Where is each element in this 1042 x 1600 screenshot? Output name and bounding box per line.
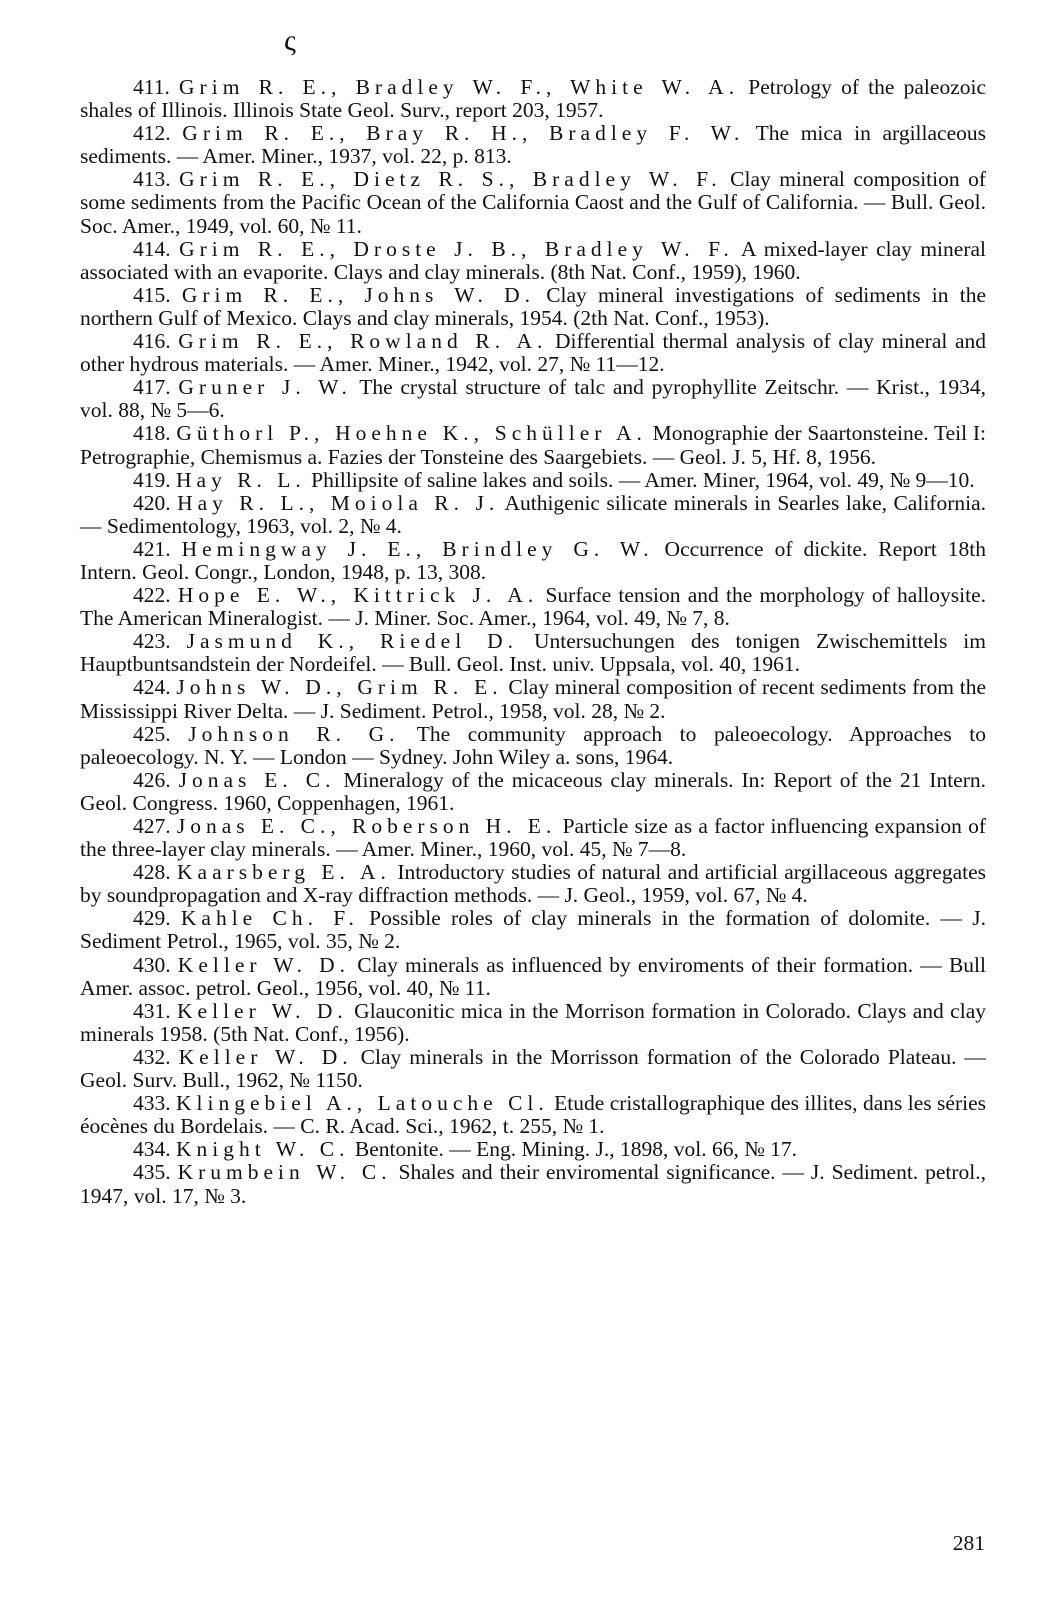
- reference-text: Clay mineral composition of some sediments from the Pacific Ocean of the California Caost and the Gulf of California. — Bull. Geol. Soc. Amer., 1949, vol. 60, № 11.: [80, 167, 986, 238]
- reference-number: 432.: [133, 1044, 171, 1069]
- reference-entry: [80, 1138, 986, 1161]
- reference-number: 421.: [133, 536, 171, 561]
- reference-entry: [80, 376, 986, 422]
- reference-number: 426.: [133, 767, 171, 792]
- reference-text: The crystal structure of talc and pyrophyllite Zeitschr. — Krist., 1934, vol. 88, № 5—6.: [80, 375, 987, 423]
- reference-entry: [80, 538, 986, 584]
- reference-number: 417.: [133, 375, 171, 400]
- reference-number: 433.: [133, 1091, 171, 1116]
- reference-authors: Krumbein W. C.: [177, 1160, 392, 1185]
- reference-entry: [80, 630, 986, 676]
- reference-authors: Keller W. D.: [177, 998, 348, 1023]
- reference-text: Occurrence of dickite. Report 18th Intern. Geol. Congr., London, 1948, p. 13, 308.: [80, 536, 986, 584]
- reference-entry: [80, 238, 986, 284]
- reference-number: 422.: [133, 583, 171, 608]
- reference-authors: Grim R. E., Dietz R. S., Bradley W. F.: [179, 167, 722, 192]
- reference-authors: Klingebiel A., Latouche Cl.: [176, 1091, 549, 1116]
- reference-authors: Grim R. E., Bradley W. F., White W. A.: [179, 75, 740, 99]
- reference-text: Phillipsite of saline lakes and soils. — Amer. Miner, 1964, vol. 49, № 9—10.: [305, 467, 975, 492]
- reference-text: The community approach to paleoecology. Approaches to paleoecology. N. Y. — London — Sydney. John Wiley a. sons, 1964.: [80, 721, 986, 769]
- reference-text: Mineralogy of the micaceous clay minerals. In: Report of the 21 Intern. Geol. Congress. 1960, Coppenhagen, 1961.: [80, 767, 987, 815]
- reference-number: 425.: [133, 721, 171, 746]
- reference-number: 423.: [133, 629, 171, 654]
- reference-authors: Jasmund K., Riedel D.: [186, 629, 519, 654]
- reference-text: A mixed-layer clay mineral associated with an evaporite. Clays and clay minerals. (8th Nat. Conf., 1959), 1960.: [80, 236, 987, 284]
- reference-authors: Güthorl P., Hoehne K., Schüller A.: [176, 421, 647, 446]
- reference-entry: [80, 492, 986, 538]
- reference-number: 414.: [133, 236, 171, 261]
- reference-text: Monographie der Saartonsteine. Teil I: Petrographie, Chemismus a. Fazies der Tonsteine des Saargebiets. — Geol. J. 5, Hf. 8, 1956.: [80, 421, 987, 469]
- reference-number: 418.: [133, 421, 171, 446]
- reference-authors: Gruner J. W.: [178, 375, 352, 400]
- reference-number: 434.: [133, 1137, 171, 1162]
- reference-text: Untersuchungen des tonigen Zwischemittels im Hauptbuntsandstein der Nordeifel. — Bull. Geol. Inst. univ. Uppsala, vol. 40, 1961.: [80, 629, 986, 677]
- reference-entry: [80, 1000, 986, 1046]
- reference-authors: Kaarsberg E. A.: [177, 860, 391, 885]
- reference-number: 431.: [133, 998, 171, 1023]
- reference-number: 430.: [133, 952, 171, 977]
- reference-authors: Keller W. D.: [178, 1044, 353, 1069]
- page-number: 281: [952, 1531, 985, 1555]
- reference-text: Etude cristallographique des illites, dans les séries éocènes du Bordelais. — C. R. Acad. Sci., 1962, t. 255, № 1.: [80, 1091, 986, 1139]
- reference-entry: [80, 469, 986, 492]
- reference-text: Clay minerals in the Morrisson formation of the Colorado Plateau. — Geol. Surv. Bull., 1962, № 1150.: [80, 1044, 986, 1093]
- reference-text: Surface tension and the morphology of halloysite. The American Mineralogist. — J. Miner. Soc. Amer., 1964, vol. 49, № 7, 8.: [80, 583, 986, 631]
- reference-authors: Hope E. W., Kittrick J. A.: [177, 583, 539, 608]
- reference-entry: [80, 815, 986, 861]
- reference-text: Clay minerals as influenced by enviroments of their formation. — Bull Amer. assoc. petrol. Geol., 1956, vol. 40, № 11.: [80, 952, 986, 1000]
- reference-entry: [80, 769, 986, 815]
- reference-list: [80, 76, 986, 1208]
- reference-authors: Grim R. E., Bray R. H., Bradley F. W.: [182, 121, 745, 146]
- reference-text: Introductory studies of natural and artificial argillaceous aggregates by soundpropagation and X-ray diffraction methods. — J. Geol., 1959, vol. 67, № 4.: [80, 860, 986, 908]
- reference-number: 420.: [133, 490, 171, 515]
- reference-authors: Knight W. C.: [176, 1137, 350, 1162]
- reference-text: Particle size as a factor influencing expansion of the three-layer clay minerals. — Amer. Miner., 1960, vol. 45, № 7—8.: [80, 814, 986, 862]
- reference-entry: [80, 422, 986, 468]
- reference-text: Clay mineral investigations of sediments in the northern Gulf of Mexico. Clays and clay minerals, 1954. (2th Nat. Conf., 1953).: [80, 282, 986, 330]
- reference-entry: [80, 723, 986, 769]
- top-mark: ς: [284, 24, 296, 57]
- reference-entry: [80, 168, 986, 237]
- reference-number: 413.: [133, 167, 171, 192]
- reference-entry: [80, 1046, 986, 1092]
- reference-authors: Jonas E. C., Roberson H. E.: [176, 814, 557, 838]
- reference-authors: Hay R. L.: [176, 467, 306, 492]
- reference-number: 429.: [133, 906, 171, 931]
- reference-number: 412.: [133, 121, 171, 146]
- reference-authors: Hemingway J. E., Brindley G. W.: [181, 536, 654, 561]
- reference-entry: [80, 76, 986, 122]
- reference-authors: Grim R. E., Droste J. B., Bradley W. F.: [179, 236, 734, 261]
- reference-authors: Keller W. D.: [177, 952, 351, 977]
- reference-authors: Kahle Ch. F.: [180, 906, 359, 931]
- reference-authors: Jonas E. C.: [178, 767, 336, 792]
- reference-number: 427.: [133, 814, 171, 838]
- reference-authors: Hay R. L., Moiola R. J.: [177, 490, 500, 515]
- reference-entry: [80, 907, 986, 953]
- reference-entry: [80, 861, 986, 907]
- reference-text: Glauconitic mica in the Morrison formation in Colorado. Clays and clay minerals 1958. (5th Nat. Conf., 1956).: [80, 998, 986, 1046]
- reference-number: 416.: [133, 329, 171, 354]
- reference-text: Authigenic silicate minerals in Searles lake, California. — Sedimentology, 1963, vol. 2, № 4.: [80, 490, 987, 538]
- reference-text: Petrology of the paleozoic shales of Illinois. Illinois State Geol. Surv., report 203, 1957.: [80, 75, 987, 123]
- reference-entry: [80, 676, 986, 722]
- reference-number: 435.: [133, 1160, 171, 1185]
- reference-entry: [80, 1092, 986, 1138]
- reference-entry: [80, 954, 986, 1000]
- reference-number: 428.: [133, 860, 171, 885]
- reference-text: Possible roles of clay minerals in the formation of dolomite. — J. Sediment Petrol., 1965, vol. 35, № 2.: [80, 906, 986, 954]
- reference-text: Shales and their enviromental significance. — J. Sediment. petrol., 1947, vol. 17, № 3.: [80, 1160, 986, 1208]
- reference-text: Clay mineral composition of recent sediments from the Mississippi River Delta. — J. Sediment. Petrol., 1958, vol. 28, № 2.: [80, 675, 986, 723]
- reference-authors: Grim R. E., Rowland R. A.: [178, 329, 548, 354]
- reference-entry: [80, 122, 986, 168]
- reference-entry: [80, 330, 986, 376]
- reference-number: 411.: [133, 75, 170, 99]
- reference-text: Bentonite. — Eng. Mining. J., 1898, vol. 66, № 17.: [349, 1137, 798, 1162]
- reference-entry: [80, 584, 986, 630]
- reference-entry: [80, 284, 986, 330]
- reference-authors: Johns W. D., Grim R. E.: [176, 675, 503, 700]
- reference-authors: Grim R. E., Johns W. D.: [181, 282, 535, 307]
- reference-text: Differential thermal analysis of clay mineral and other hydrous materials. — Amer. Miner., 1942, vol. 27, № 11—12.: [80, 329, 987, 377]
- reference-text: The mica in argillaceous sediments. — Amer. Miner., 1937, vol. 22, p. 813.: [80, 121, 986, 169]
- reference-authors: Johnson R. G.: [188, 721, 400, 746]
- reference-number: 419.: [133, 467, 171, 492]
- reference-entry: [80, 1161, 986, 1207]
- reference-number: 415.: [133, 282, 171, 307]
- reference-number: 424.: [133, 675, 171, 700]
